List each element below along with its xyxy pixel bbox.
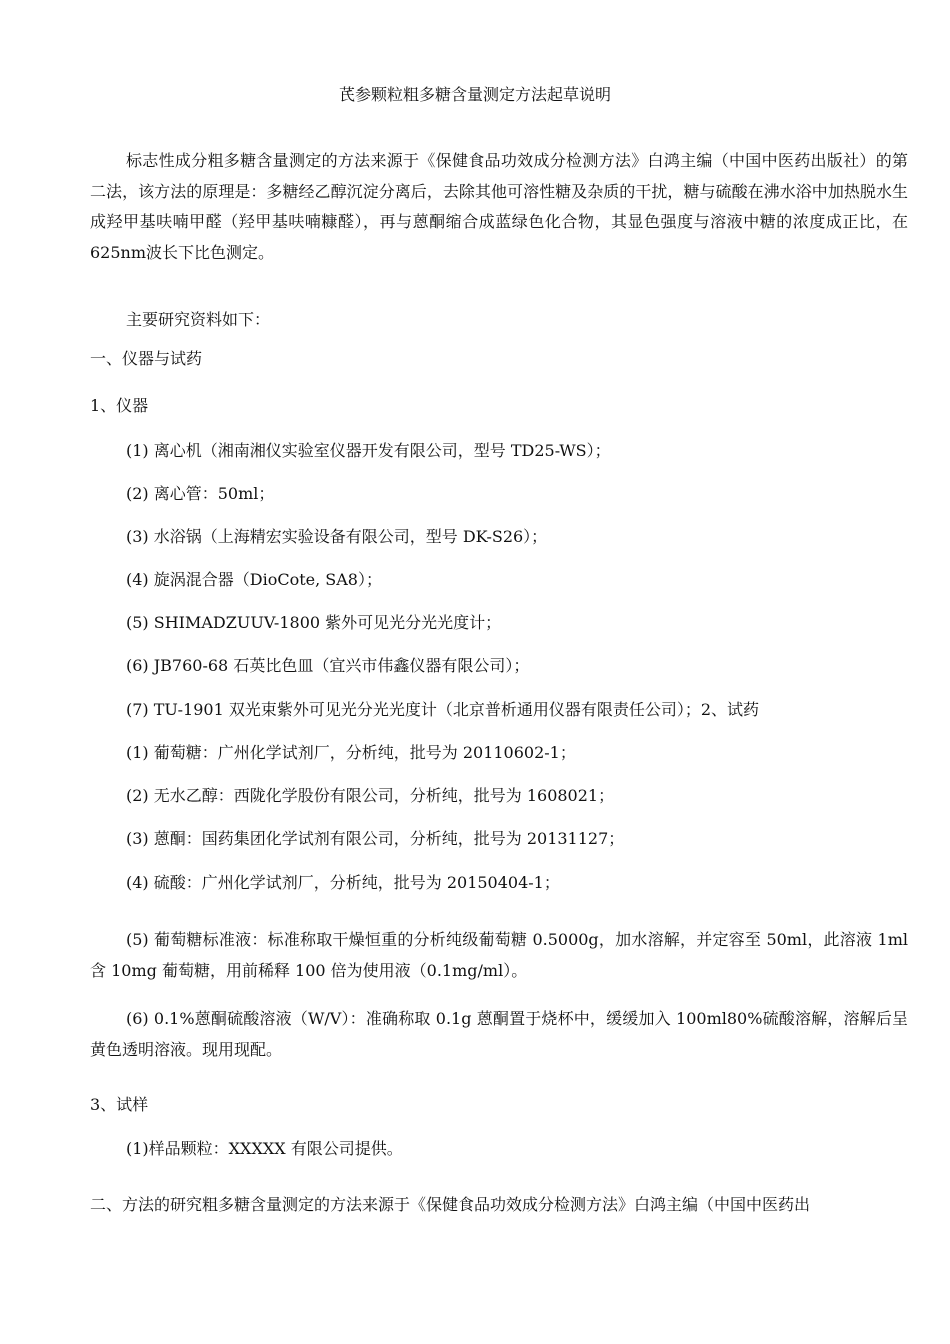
intro-paragraph: 标志性成分粗多糖含量测定的方法来源于《保健食品功效成分检测方法》白鸿主编（中国中医药出版社）的第二法，该方法的原理是：多糖经乙醇沉淀分离后，去除其他可溶性糖及杂质的干扰，糖与硫酸在沸水浴中加热脱水生成羟甲基呋喃甲醛（羟甲基呋喃糠醛），再与蒽酮缩合成蓝绿色化合物，其显色强度与溶液中糖的浓度成正比，在625nm波长下比色测定。 (90, 151, 908, 262)
subsection-heading-sample: 3、试样 (90, 1095, 149, 1114)
reagent-item: (4) 硫酸：广州化学试剂厂，分析纯，批号为 20150404-1； (126, 873, 560, 892)
main-materials-text: 主要研究资料如下： (126, 310, 271, 329)
instrument-item: (3) 水浴锅（上海精宏实验设备有限公司，型号 DK-S26）； (126, 527, 548, 546)
instrument-item: (7) TU-1901 双光束紫外可见光分光光度计（北京普析通用仪器有限责任公司）；2、试药 (126, 700, 760, 719)
subsection-heading-instruments: 1、仪器 (90, 396, 149, 415)
instrument-item: (1) 离心机（湘南湘仪实验室仪器开发有限公司，型号 TD25-WS）； (126, 441, 611, 460)
reagent-item: (2) 无水乙醇：西陇化学股份有限公司，分析纯，批号为 1608021； (126, 786, 615, 805)
instrument-item: (5) SHIMADZUUV-1800 紫外可见光分光光度计； (126, 613, 502, 632)
section-heading-method-study: 二、方法的研究粗多糖含量测定的方法来源于《保健食品功效成分检测方法》白鸿主编（中国中医药出 (90, 1195, 811, 1214)
section-heading-instruments-reagents: 一、仪器与试药 (90, 349, 203, 368)
instrument-item: (6) JB760-68 石英比色皿（宜兴市伟鑫仪器有限公司）； (126, 656, 530, 675)
reagent-item: (1) 葡萄糖：广州化学试剂厂，分析纯，批号为 20110602-1； (126, 743, 576, 762)
document-title: 芪参颗粒粗多糖含量测定方法起草说明 (338, 85, 611, 104)
reagent-item-glucose-standard: (5) 葡萄糖标准液：标准称取干燥恒重的分析纯级葡萄糖 0.5000g，加水溶解，并定容至 50ml，此溶液 1ml 含 10mg 葡萄糖，用前稀释 100 倍为使用液（0.1mg/ml）。 (90, 930, 908, 980)
instrument-item: (4) 旋涡混合器（DioCote, SA8）； (126, 570, 382, 589)
instrument-item: (2) 离心管：50ml； (126, 484, 275, 503)
reagent-item: (3) 蒽酮：国药集团化学试剂有限公司，分析纯，批号为 20131127； (126, 829, 625, 848)
reagent-item-anthrone-solution: (6) 0.1%蒽酮硫酸溶液（W/V）：准确称取 0.1g 蒽酮置于烧杯中，缓缓加入 100ml80%硫酸溶解，溶解后呈黄色透明溶液。现用现配。 (90, 1009, 908, 1059)
sample-item: (1)样品颗粒：XXXXX 有限公司提供。 (126, 1139, 403, 1158)
